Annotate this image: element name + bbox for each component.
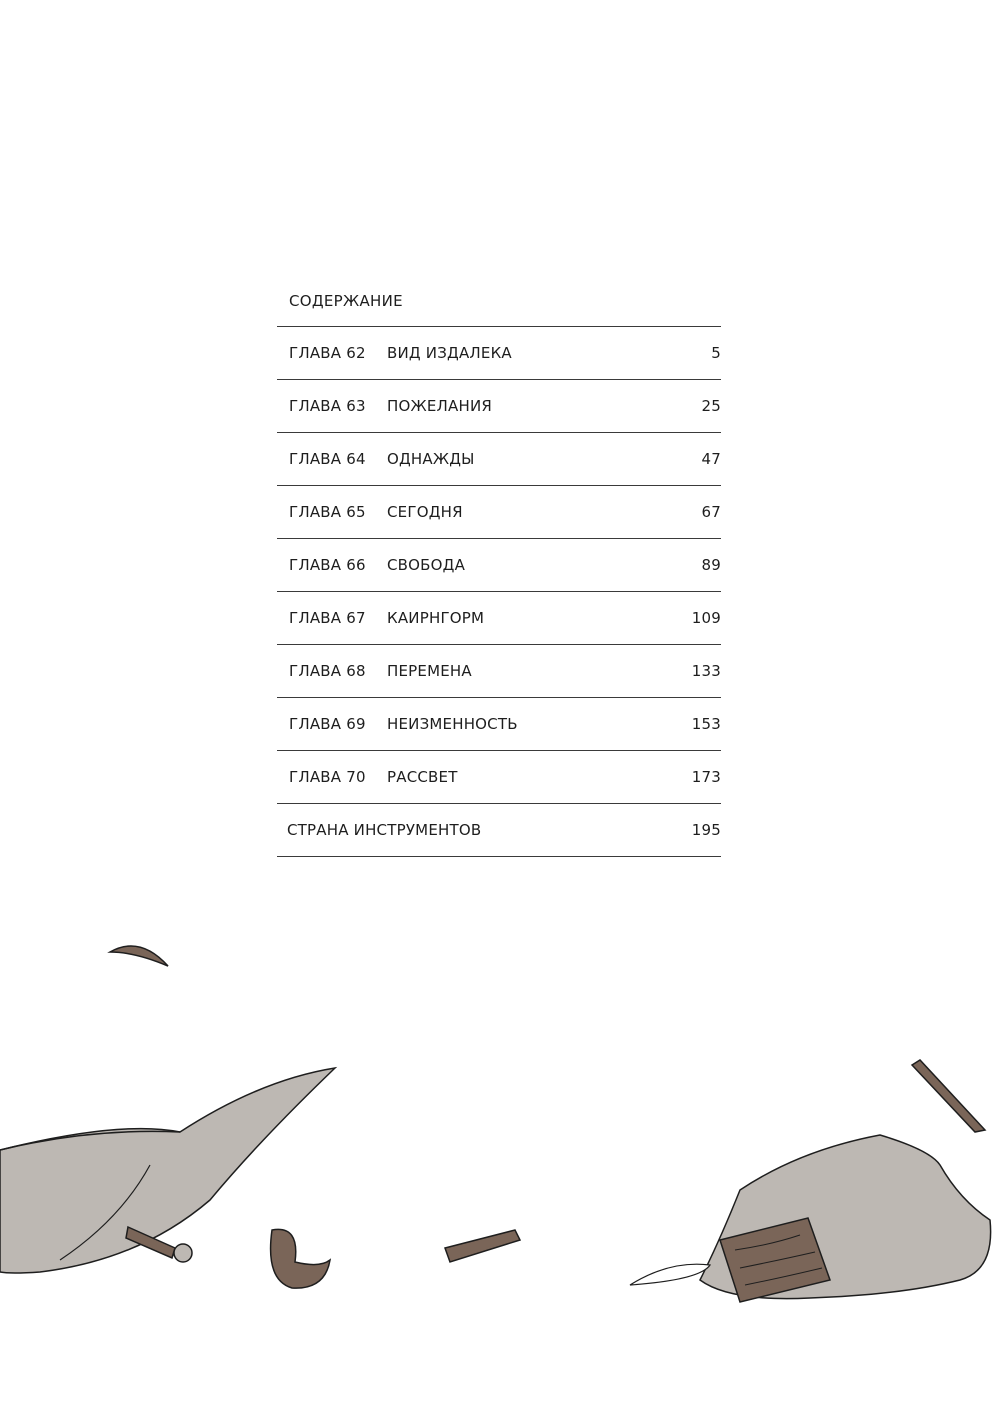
page-number: 173 xyxy=(691,768,721,786)
toc-row[interactable] xyxy=(277,592,721,645)
page-number: 153 xyxy=(691,715,721,733)
page-number: 67 xyxy=(701,503,721,521)
chapter-number: ГЛАВА 68 xyxy=(289,662,366,680)
page-number: 133 xyxy=(691,662,721,680)
chapter-number: ГЛАВА 65 xyxy=(289,503,366,521)
toc-row[interactable] xyxy=(277,645,721,698)
table-of-contents xyxy=(277,288,721,857)
chapter-title: ПЕРЕМЕНА xyxy=(387,662,472,680)
page-number: 195 xyxy=(691,821,721,839)
toc-row[interactable] xyxy=(277,433,721,486)
stick-flying-icon xyxy=(912,1060,985,1132)
chapter-number: ГЛАВА 64 xyxy=(289,450,366,468)
toc-row[interactable] xyxy=(277,539,721,592)
toc-row[interactable] xyxy=(277,751,721,804)
toc-row-extra[interactable] xyxy=(277,804,721,857)
toc-row[interactable] xyxy=(277,327,721,380)
page-number: 109 xyxy=(691,609,721,627)
toc-title: СОДЕРЖАНИЕ xyxy=(277,288,721,327)
wood-plank-icon xyxy=(445,1230,520,1262)
page-number: 89 xyxy=(701,556,721,574)
chapter-title: СВОБОДА xyxy=(387,556,466,574)
chapter-title: РАССВЕТ xyxy=(387,768,458,786)
toc-row[interactable] xyxy=(277,698,721,751)
chapter-number: ГЛАВА 70 xyxy=(289,768,366,786)
toc-row[interactable] xyxy=(277,380,721,433)
chapter-title: НЕИЗМЕННОСТЬ xyxy=(387,715,518,733)
chapter-title: СЕГОДНЯ xyxy=(387,503,463,521)
wood-chip-icon xyxy=(110,946,168,966)
chapter-title: ВИД ИЗДАЛЕКА xyxy=(387,344,512,362)
illustration xyxy=(0,900,1000,1422)
page-number: 5 xyxy=(711,344,721,362)
page-number: 47 xyxy=(701,450,721,468)
chapter-number: ГЛАВА 69 xyxy=(289,715,366,733)
chapter-number: ГЛАВА 62 xyxy=(289,344,366,362)
chapter-number: ГЛАВА 66 xyxy=(289,556,366,574)
wood-curl-icon xyxy=(271,1229,330,1288)
extra-section-title: СТРАНА ИНСТРУМЕНТОВ xyxy=(287,821,482,839)
chapter-title: ПОЖЕЛАНИЯ xyxy=(387,397,492,415)
toc-row[interactable] xyxy=(277,486,721,539)
chapter-title: КАИРНГОРМ xyxy=(387,609,485,627)
chapter-number: ГЛАВА 63 xyxy=(289,397,366,415)
chapter-title: ОДНАЖДЫ xyxy=(387,450,475,468)
chapter-number: ГЛАВА 67 xyxy=(289,609,366,627)
page-number: 25 xyxy=(701,397,721,415)
